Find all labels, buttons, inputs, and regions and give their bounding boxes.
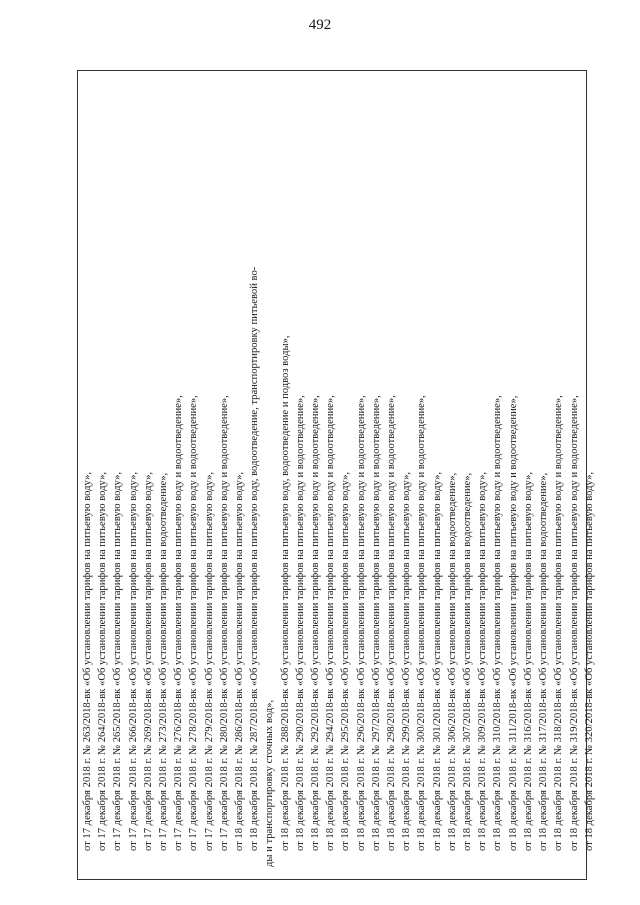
resolution-entry: от 18 декабря 2018 г. № 311/2018-вк «Об установлении тарифов на питьевую воду и водоотведение», — [507, 395, 519, 851]
resolution-entry: от 18 декабря 2018 г. № 299/2018-вк «Об установлении тарифов на питьевую воду», — [401, 471, 413, 851]
resolution-entry: от 18 декабря 2018 г. № 286/2018-вк «Об установлении тарифов на питьевую воду», — [234, 471, 246, 851]
resolution-entry: от 18 декабря 2018 г. № 294/2018-вк «Об установлении тарифов на питьевую воду и водоотведение», — [325, 395, 337, 851]
resolution-entry: от 17 декабря 2018 г. № 279/2018-вк «Об установлении тарифов на питьевую воду», — [203, 471, 215, 851]
resolution-entry: от 17 декабря 2018 г. № 264/2018-вк «Об установлении тарифов на питьевую воду», — [97, 471, 109, 851]
resolution-entry: от 17 декабря 2018 г. № 263/2018-вк «Об установлении тарифов на питьевую воду», — [82, 471, 93, 851]
resolution-entry: от 18 декабря 2018 г. № 300/2018-вк «Об установлении тарифов на питьевую воду и водоотведение», — [416, 395, 428, 851]
resolution-entry: от 18 декабря 2018 г. № 310/2018-вк «Об установлении тарифов на питьевую воду и водоотведение», — [492, 395, 504, 851]
resolution-entry: от 18 декабря 2018 г. № 298/2018-вк «Об установлении тарифов на питьевую воду и водоотведение», — [386, 395, 398, 851]
resolution-entry: от 17 декабря 2018 г. № 265/2018-вк «Об установлении тарифов на питьевую воду», — [112, 471, 124, 851]
resolution-entry: от 18 декабря 2018 г. № 309/2018-вк «Об установлении тарифов на питьевую воду», — [477, 471, 489, 851]
resolution-entry: от 18 декабря 2018 г. № 296/2018-вк «Об установлении тарифов на питьевую воду и водоотведение», — [355, 395, 367, 851]
resolution-entry: от 18 декабря 2018 г. № 297/2018-вк «Об установлении тарифов на питьевую воду и водоотведение», — [370, 395, 382, 851]
resolution-entry: от 18 декабря 2018 г. № 295/2018-вк «Об установлении тарифов на питьевую воду», — [340, 471, 352, 851]
rotated-text-block — [80, 72, 597, 867]
resolution-entry: от 17 декабря 2018 г. № 269/2018-вк «Об установлении тарифов на питьевую воду», — [142, 471, 154, 851]
resolution-entry: от 18 декабря 2018 г. № 288/2018-вк «Об установлении тарифов на питьевую воду, водоотведение и подвоз воды», — [279, 335, 291, 851]
resolution-entry: от 18 декабря 2018 г. № 318/2018-вк «Об установлении тарифов на питьевую воду и водоотведение», — [553, 395, 565, 851]
resolution-entry: от 17 декабря 2018 г. № 276/2018-вк «Об установлении тарифов на питьевую воду и водоотведение», — [173, 395, 185, 851]
resolution-entry: от 18 декабря 2018 г. № 292/2018-вк «Об установлении тарифов на питьевую воду и водоотведение», — [310, 395, 322, 851]
resolution-entry: от 18 декабря 2018 г. № 290/2018-вк «Об установлении тарифов на питьевую воду и водоотведение», — [294, 395, 306, 851]
resolution-entry: от 18 декабря 2018 г. № 320/2018-вк «Об установлении тарифов на питьевую воду», — [583, 471, 595, 851]
wrapped-entry-second-line: ды и транспортировку сточных вод», — [264, 699, 276, 867]
resolution-entry: от 17 декабря 2018 г. № 273/2018-вк «Об установлении тарифов на водоотведение», — [158, 472, 170, 851]
entry-list-after — [278, 72, 597, 867]
resolution-entry: от 17 декабря 2018 г. № 280/2018-вк «Об установлении тарифов на питьевую воду и водоотведение», — [218, 395, 230, 851]
resolution-entry: от 18 декабря 2018 г. № 301/2018-вк «Об установлении тарифов на питьевую воду», — [431, 471, 443, 851]
resolution-entry: от 17 декабря 2018 г. № 266/2018-вк «Об установлении тарифов на питьевую воду», — [127, 471, 139, 851]
resolution-entry: от 18 декабря 2018 г. № 306/2018-вк «Об установлении тарифов на водоотведение», — [446, 472, 458, 851]
wrapped-entry-first-line: от 18 декабря 2018 г. № 287/2018-вк «Об установлении тарифов на питьевую воду, водоотведение, транспортировку питьевой во- — [249, 266, 261, 851]
entry-list-before — [80, 72, 247, 867]
resolution-entry: от 18 декабря 2018 г. № 317/2018-вк «Об установлении тарифов на водоотведение», — [538, 472, 550, 851]
resolution-entry: от 18 декабря 2018 г. № 319/2018-вк «Об установлении тарифов на питьевую воду и водоотведение», — [568, 395, 580, 851]
resolution-entry: от 18 декабря 2018 г. № 316/2018-вк «Об установлении тарифов на питьевую воду», — [522, 471, 534, 851]
resolution-entry: от 18 декабря 2018 г. № 307/2018-вк «Об установлении тарифов на водоотведение», — [462, 472, 474, 851]
page-number: 492 — [308, 17, 332, 33]
resolution-entry: от 17 декабря 2018 г. № 278/2018-вк «Об установлении тарифов на питьевую воду и водоотведение», — [188, 395, 200, 851]
